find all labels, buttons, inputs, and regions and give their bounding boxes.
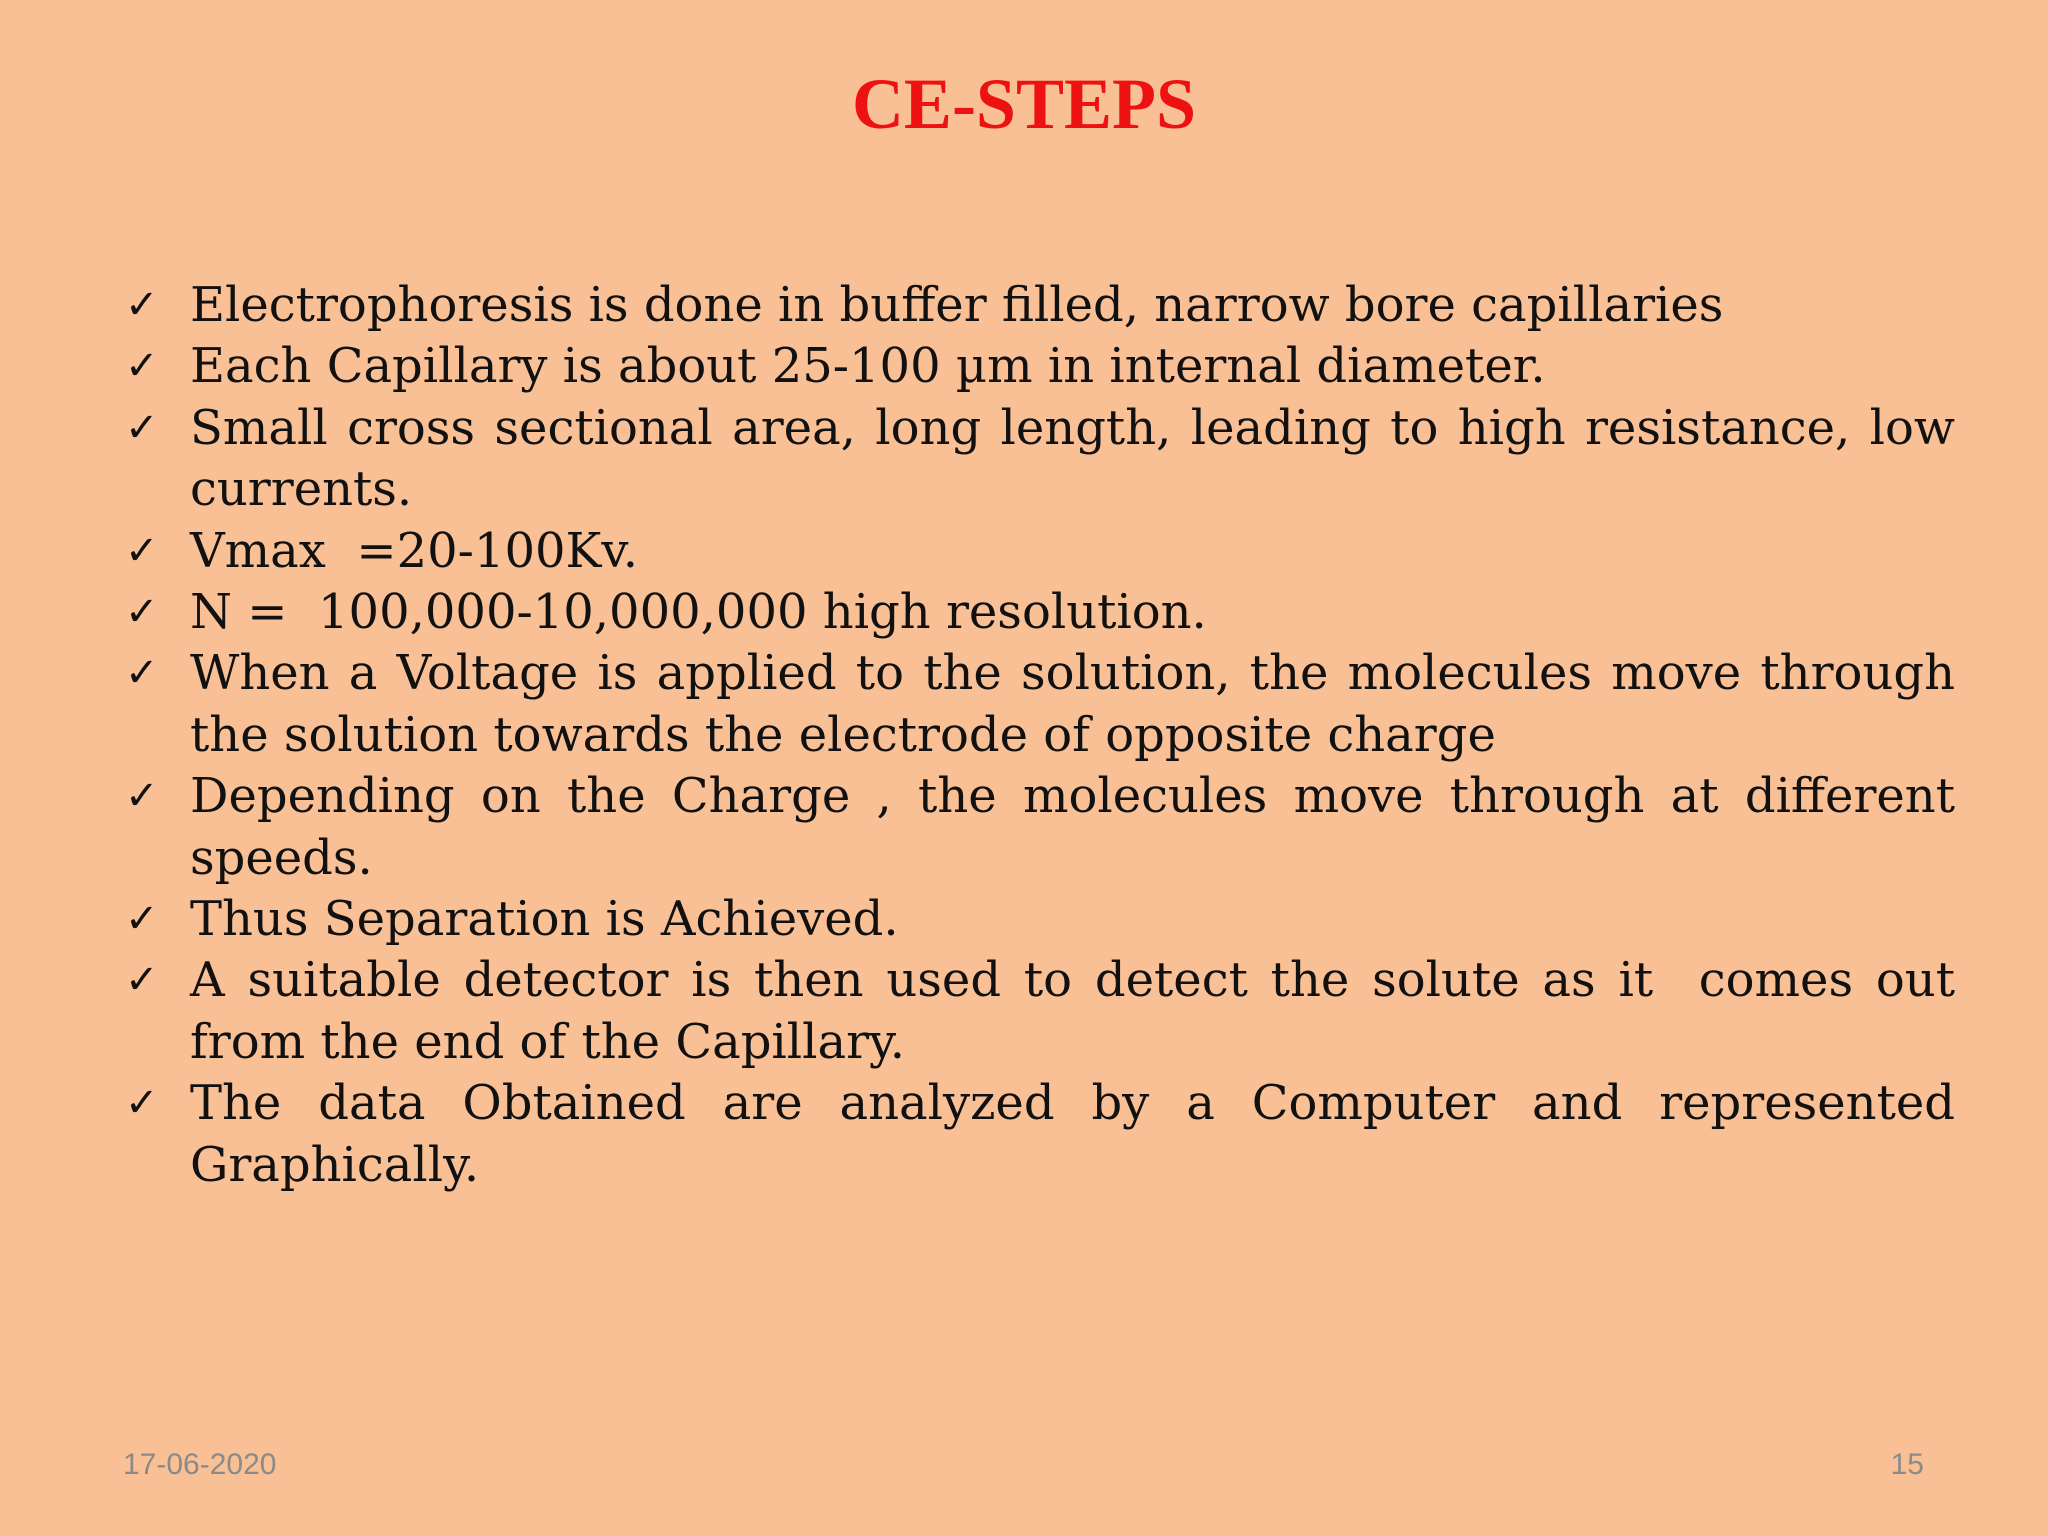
bullet-list [125,275,1971,1196]
bullet-item [125,766,1971,889]
bullet-item [125,582,1955,643]
bullet-text: N = 100,000-10,000,000 high resolution. [190,584,1207,641]
bullet-item [125,521,1955,582]
check-icon: ✓ [125,343,159,390]
bullet-item [125,889,1955,950]
bullet-item [125,398,1971,521]
check-icon: ✓ [125,282,159,328]
check-icon: ✓ [125,773,159,820]
check-icon: ✓ [125,527,159,574]
check-icon: ✓ [125,589,159,636]
bullet-item [125,643,1971,766]
bullet-text: Electrophoresis is done in buffer filled, narrow bore capillaries [190,277,1724,333]
bullet-item [125,336,1955,397]
bullet-text: Small cross sectional area, long length, leading to high resistance, low currents. [190,399,1971,518]
page-number: 15 [1890,1448,1924,1481]
bullet-item [125,1073,1971,1196]
check-icon: ✓ [125,1080,159,1127]
check-icon: ✓ [125,957,159,1004]
bullet-item [125,950,1971,1073]
bullet-text: Each Capillary is about 25-100 µm in internal diameter. [190,338,1546,395]
bullet-text: The data Obtained are analyzed by a Computer and represented Graphically. [190,1075,1971,1193]
bullet-item [125,275,1955,336]
check-icon: ✓ [125,404,159,451]
bullet-text: Vmax =20-100Kv. [190,522,639,579]
bullet-text: Thus Separation is Achieved. [190,891,899,948]
bullet-text: A suitable detector is then used to detect the solute as it comes out from the end of the Capillary. [190,952,1971,1070]
check-icon: ✓ [125,896,159,943]
bullet-text: Depending on the Charge , the molecules move through at different speeds. [190,768,1971,886]
check-icon: ✓ [125,650,159,697]
footer-date: 17-06-2020 [123,1448,277,1481]
bullet-text: When a Voltage is applied to the solution, the molecules move through the solution towards the electrode of opposite charge [190,645,1971,763]
slide-title: CE-STEPS [851,64,1197,144]
